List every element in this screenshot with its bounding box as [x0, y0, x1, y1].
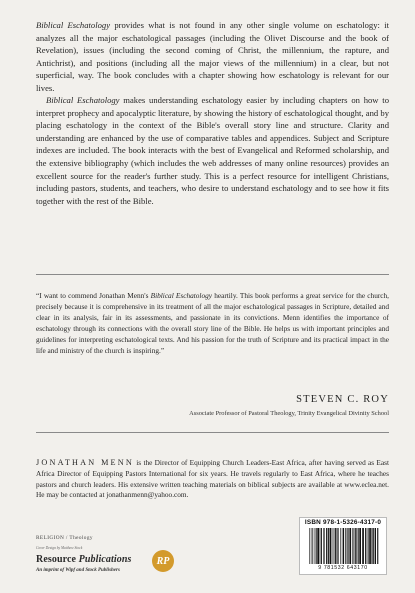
barcode-stripe: [312, 528, 313, 564]
cover-design-credit: Cover Design by Matthew Stock: [36, 546, 83, 550]
divider-bottom: [36, 432, 389, 433]
book-description: [36, 19, 389, 207]
endorsement-quote: “I want to commend Jonathan Menn's Biblical Eschatology heartily. This book performs a great service for the church, precisely because it is comprehensive in its treatment of all the major eschatological passages in Scripture, detailed and clear in its analysis, fair in its assessments, and passionate in its convictions. Menn identifies the importance of eschatology through its connections with the overall story line of the Bible. He helps us with important principles and guidelines for interpreting eschatological texts. And his passion for the truth of Scripture and its practical impact in the life and ministry of the church is inspiring.”: [36, 291, 389, 355]
barcode-stripe: [369, 528, 371, 564]
publisher-imprint: An imprint of Wipf and Stock Publishers: [36, 568, 120, 573]
barcode-stripe: [367, 528, 368, 564]
isbn-barcode-box: [299, 517, 387, 575]
barcode-stripe: [317, 528, 319, 564]
barcode-stripe: [354, 528, 355, 564]
barcode-stripe: [316, 528, 317, 564]
barcode-stripe: [373, 528, 374, 564]
barcode-stripe: [347, 528, 348, 564]
barcode-digits: 9 781532 643170: [318, 565, 368, 571]
barcode-stripe: [348, 528, 349, 564]
barcode-stripe: [365, 528, 366, 564]
barcode-stripe: [335, 528, 336, 564]
publisher-logo-icon: RP: [152, 550, 174, 572]
publisher-name: Resource Publications: [36, 554, 132, 565]
barcode-stripe: [323, 528, 324, 564]
book-title-italic: Biblical Eschatology: [36, 20, 111, 30]
endorser-name: STEVEN C. ROY: [296, 394, 389, 405]
barcode-stripe: [309, 528, 310, 564]
description-paragraph-2: Biblical Eschatology makes understanding eschatology easier by including chapters on how to interpret prophecy and apocalyptic literature, by showing the history of eschatological thought, and by placing eschatology in the context of the Bible's overall story line and structure. Clarity and understanding are enhanced by the use of comparative tables and appendices. Subject and Scripture indexes are included. The book interacts with the best of Evangelical and Reformed scholarship, and the extensive bibliography (which includes the web addresses of many online resources) provides an excellent source for the reader's further study. This is a perfect resource for intelligent Christians, including pastors, students, and teachers, who desire to understand eschatology and to see how it fits together with the rest of the Bible.: [36, 95, 389, 206]
barcode-stripe: [343, 528, 344, 564]
barcode-stripe: [358, 528, 359, 564]
isbn-label: ISBN 978-1-5326-4317-0: [304, 519, 382, 526]
barcode-stripe: [342, 528, 343, 564]
barcode-stripe: [345, 528, 346, 564]
divider-top: [36, 274, 389, 275]
barcode-stripe: [362, 528, 364, 564]
author-bio: JONATHAN MENN is the Director of Equipping Church Leaders-East Africa, after having served as East Africa Director of Equipping Pastors International for six years. He travels regularly to East Africa, where he teaches pastors and church leaders. His extensive written teaching materials on biblical subjects are available at www.eclea.net. He may be contacted at jonathanmenn@yahoo.com.: [36, 458, 389, 500]
author-name: JONATHAN MENN: [36, 458, 134, 467]
barcode-stripe: [332, 528, 333, 564]
barcode-stripe: [372, 528, 373, 564]
barcode-stripe: [352, 528, 353, 564]
barcode-stripe: [368, 528, 369, 564]
barcode-stripe: [311, 528, 312, 564]
barcode-stripe: [356, 528, 357, 564]
barcode-stripe: [328, 528, 329, 564]
barcode-stripe: [330, 528, 332, 564]
barcode-stripe: [337, 528, 338, 564]
book-title-italic: Biblical Eschatology: [46, 95, 120, 106]
barcode-stripe: [359, 528, 361, 564]
endorser-title: Associate Professor of Pastoral Theology, Trinity Evangelical Divinity School: [189, 410, 389, 417]
barcode-stripe: [321, 528, 322, 564]
barcode-stripe: [338, 528, 339, 564]
barcode-stripe: [377, 528, 378, 564]
barcode-stripe: [340, 528, 341, 564]
barcode-stripe: [355, 528, 356, 564]
barcode-stripe: [326, 528, 327, 564]
barcode-stripe: [314, 528, 315, 564]
category-label: RELIGION / Theology: [36, 535, 93, 541]
barcode-stripe: [334, 528, 335, 564]
barcode-stripe: [320, 528, 321, 564]
barcode-icon: [308, 528, 380, 566]
description-paragraph-1: Biblical Eschatology provides what is not found in any other single volume on eschatology: it analyzes all the major eschatological passages (including the Olivet Discourse and the book of Revelation), issues (including the second coming of Christ, the millennium, the rapture, and Antichrist), and positions (including all the major views of the millennium) in a clear, but not superficial, way. The book concludes with a chapter showing how eschatology is relevant for our lives.: [36, 20, 389, 93]
barcode-stripe: [375, 528, 376, 564]
barcode-stripe: [324, 528, 325, 564]
barcode-stripe: [349, 528, 351, 564]
